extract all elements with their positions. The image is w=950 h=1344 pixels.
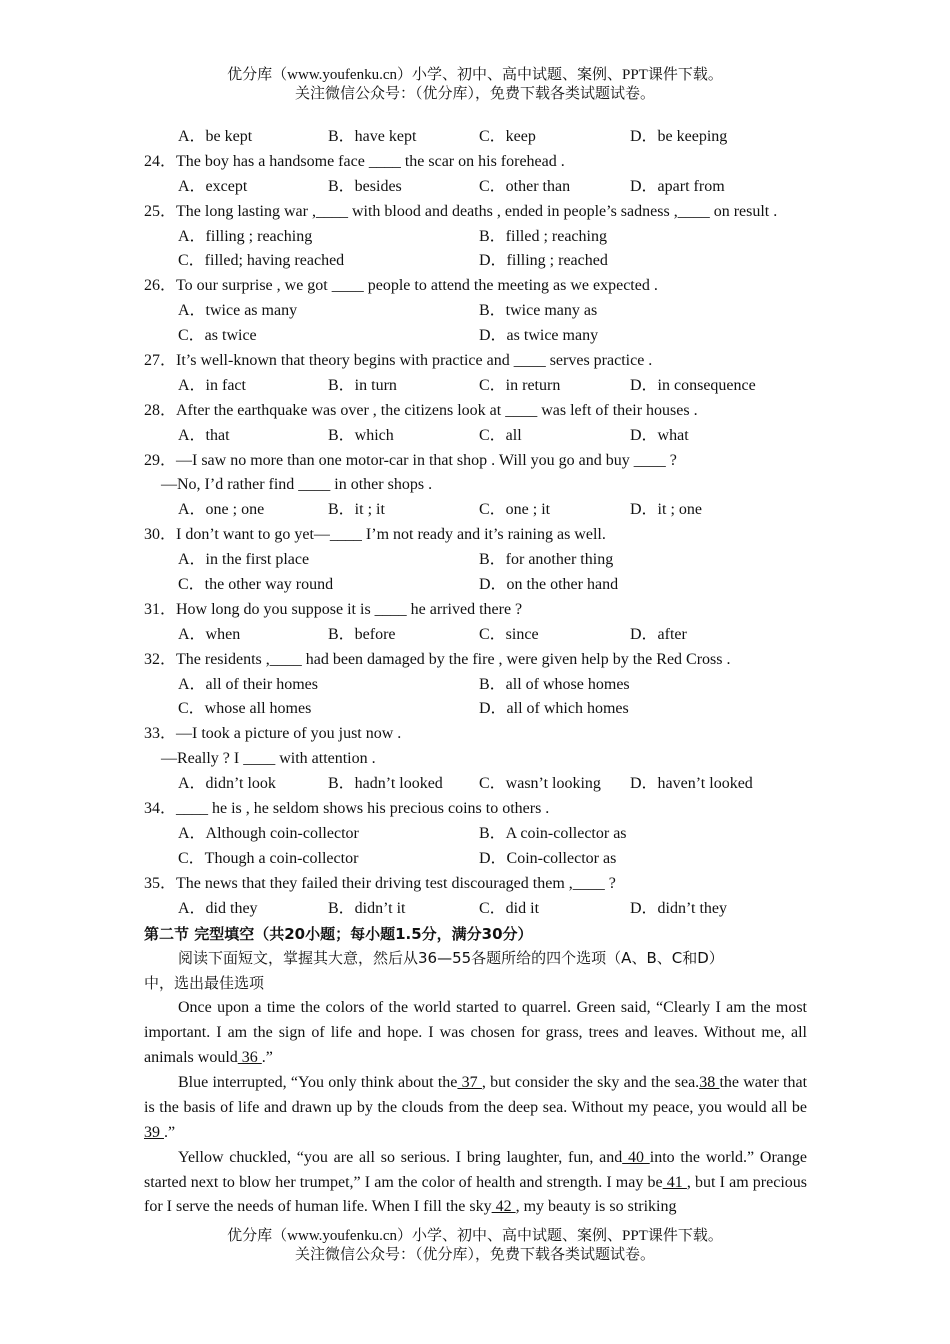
passage-text: , but I am precious for I serve the needs of human life. When I fill the sky: [144, 1173, 808, 1216]
option-a: A．all of their homes: [178, 675, 318, 693]
blank-38: 38: [699, 1073, 720, 1091]
q25-options-row2: [144, 249, 807, 274]
option-d: D．apart from: [630, 177, 725, 195]
option-b: B．filled ; reaching: [479, 227, 607, 245]
option-b: B．didn’t it: [328, 899, 406, 917]
passage-paragraph-2: [144, 1071, 807, 1146]
q23-options: [144, 125, 807, 150]
blank-37: 37: [457, 1073, 482, 1091]
option-a: A．except: [178, 177, 248, 195]
q29-stem: 29．—I saw no more than one motor-car in that shop . Will you go and buy ____ ?: [144, 451, 677, 469]
option-d: D．Coin-collector as: [479, 849, 617, 867]
option-d: D．filling ; reached: [479, 252, 608, 270]
option-b: B．for another thing: [479, 551, 614, 569]
q29-options: [144, 498, 807, 523]
option-b: B．have kept: [328, 128, 417, 145]
option-d: D．be keeping: [630, 128, 728, 145]
q27-stem: 27．It’s well-known that theory begins with practice and ____ serves practice .: [144, 352, 653, 370]
q30-options-row2: [144, 573, 807, 598]
footer-line-1: 优分库（www.youfenku.cn）小学、初中、高中试题、案例、PPT课件下载。: [227, 1228, 723, 1244]
blank-40: 40: [622, 1148, 650, 1166]
option-c: C．as twice: [178, 327, 257, 345]
option-c: C．other than: [479, 177, 571, 195]
document-body: [144, 125, 807, 1220]
blank-41: 41: [662, 1173, 687, 1191]
option-b: B．in turn: [328, 376, 397, 394]
option-b: B．it ; it: [328, 501, 385, 519]
option-d: D．all of which homes: [479, 700, 629, 718]
option-c: C．one ; it: [479, 501, 551, 519]
option-a: A．Although coin-collector: [178, 824, 359, 842]
q25-options-row1: [144, 225, 807, 250]
option-a: A．when: [178, 625, 241, 643]
q24-options: [144, 175, 807, 200]
q30-options-row1: [144, 548, 807, 573]
q31-stem: 31．How long do you suppose it is ____ he arrived there ?: [144, 600, 523, 618]
q35-stem: 35．The news that they failed their driving test discouraged them ,____ ?: [144, 874, 616, 892]
page-footer: [0, 1227, 950, 1265]
header-line-2: 关注微信公众号：（优分库），免费下载各类试题试卷。: [294, 86, 655, 102]
option-c: C．the other way round: [178, 576, 334, 594]
section-instruction-2: 中，选出最佳选项: [144, 974, 265, 993]
q32-stem: 32．The residents ,____ had been damaged by the fire , were given help by the Red Cross .: [144, 650, 731, 668]
option-c: C．wasn’t looking: [479, 775, 601, 793]
option-a: A．filling ; reaching: [178, 227, 313, 245]
q35-options: [144, 897, 807, 922]
passage-text: Yellow chuckled, “you are all so serious. I bring laughter, fun, and: [178, 1148, 623, 1166]
option-a: A．one ; one: [178, 501, 265, 519]
passage-text: .”: [164, 1123, 176, 1141]
option-d: D．after: [630, 625, 687, 643]
option-b: B．besides: [328, 177, 402, 195]
option-d: D．in consequence: [630, 376, 756, 394]
option-b: B．which: [328, 426, 394, 444]
option-c: C．did it: [479, 899, 540, 917]
blank-42: 42: [491, 1198, 516, 1216]
blank-39: 39: [144, 1123, 164, 1141]
option-a: A．did they: [178, 899, 258, 917]
q32-options-row1: [144, 673, 807, 698]
footer-line-2: 关注微信公众号：（优分库），免费下载各类试题试卷。: [294, 1247, 655, 1263]
passage-text: .”: [261, 1048, 273, 1066]
q34-stem: 34．____ he is , he seldom shows his precious coins to others .: [144, 800, 550, 818]
option-c: C．in return: [479, 376, 561, 394]
option-b: B．twice many as: [479, 302, 598, 320]
q34-options-row1: [144, 822, 807, 847]
header-line-1: 优分库（www.youfenku.cn）小学、初中、高中试题、案例、PPT课件下载。: [227, 67, 723, 83]
q26-options-row1: [144, 299, 807, 324]
option-c: C．since: [479, 625, 539, 643]
section-instruction-1: 阅读下面短文，掌握其大意，然后从36—55各题所给的四个选项（A、B、C和D）: [178, 949, 724, 968]
section-title: 第二节 完型填空（共20小题；每小题1.5分，满分30分）: [144, 924, 533, 943]
option-a: A．be kept: [178, 128, 253, 145]
option-d: D．on the other hand: [479, 576, 619, 594]
option-b: B．before: [328, 625, 396, 643]
passage-text: Once upon a time the colors of the world started to quarrel. Green said, “Clearly I am the most important. I am the sign of life and hope. I was chosen for grass, trees and leaves. Without me, all animals would: [144, 999, 807, 1066]
option-a: A．didn’t look: [178, 775, 276, 793]
q33-options: [144, 772, 807, 797]
q28-options: [144, 424, 807, 449]
option-d: D．what: [630, 426, 689, 444]
option-b: B．hadn’t looked: [328, 775, 443, 793]
passage-paragraph-3: [144, 1146, 807, 1221]
q32-options-row2: [144, 697, 807, 722]
passage-paragraph-1: [144, 996, 807, 1071]
q33-stem: 33．—I took a picture of you just now .: [144, 725, 402, 743]
option-c: C．keep: [479, 128, 536, 145]
q31-options: [144, 623, 807, 648]
option-a: A．twice as many: [178, 302, 298, 320]
option-a: A．that: [178, 426, 230, 444]
option-a: A．in the first place: [178, 551, 310, 569]
passage-text: Blue interrupted, “You only think about the: [178, 1073, 458, 1091]
q27-options: [144, 374, 807, 399]
q34-options-row2: [144, 847, 807, 872]
passage-text: , but consider the sky and the sea.: [481, 1073, 700, 1091]
passage-text: , my beauty is so striking: [515, 1198, 677, 1216]
q30-stem: 30．I don’t want to go yet—____ I’m not ready and it’s raining as well.: [144, 526, 606, 544]
blank-36: 36: [237, 1048, 262, 1066]
option-b: B．all of whose homes: [479, 675, 630, 693]
q33-stem-reply: —Really ? I ____ with attention .: [161, 750, 376, 768]
option-d: D．it ; one: [630, 501, 702, 519]
option-d: D．haven’t looked: [630, 775, 753, 793]
option-c: C．whose all homes: [178, 700, 312, 718]
q25-stem: 25．The long lasting war ,____ with blood and deaths , ended in people’s sadness ,____ on result .: [144, 202, 778, 220]
option-d: D．as twice many: [479, 327, 599, 345]
option-a: A．in fact: [178, 376, 246, 394]
option-d: D．didn’t they: [630, 899, 728, 917]
option-b: B．A coin-collector as: [479, 824, 627, 842]
option-c: C．filled; having reached: [178, 252, 345, 270]
q26-stem: 26．To our surprise , we got ____ people to attend the meeting as we expected .: [144, 277, 658, 295]
option-c: C．all: [479, 426, 522, 444]
page-header: [0, 66, 950, 104]
q28-stem: 28．After the earthquake was over , the citizens look at ____ was left of their houses .: [144, 401, 698, 419]
option-c: C．Though a coin-collector: [178, 849, 359, 867]
q26-options-row2: [144, 324, 807, 349]
q24-stem: 24．The boy has a handsome face ____ the scar on his forehead .: [144, 152, 565, 170]
passage-text: into the world.” Orange started next to blow her trumpet,” I am the color of health and strength. I may be: [144, 1148, 808, 1191]
q29-stem-reply: —No, I’d rather find ____ in other shops .: [161, 476, 433, 494]
passage-text: the water that is the basis of life and drawn up by the clouds from the deep sea. Without my peace, you would all be: [144, 1073, 808, 1116]
